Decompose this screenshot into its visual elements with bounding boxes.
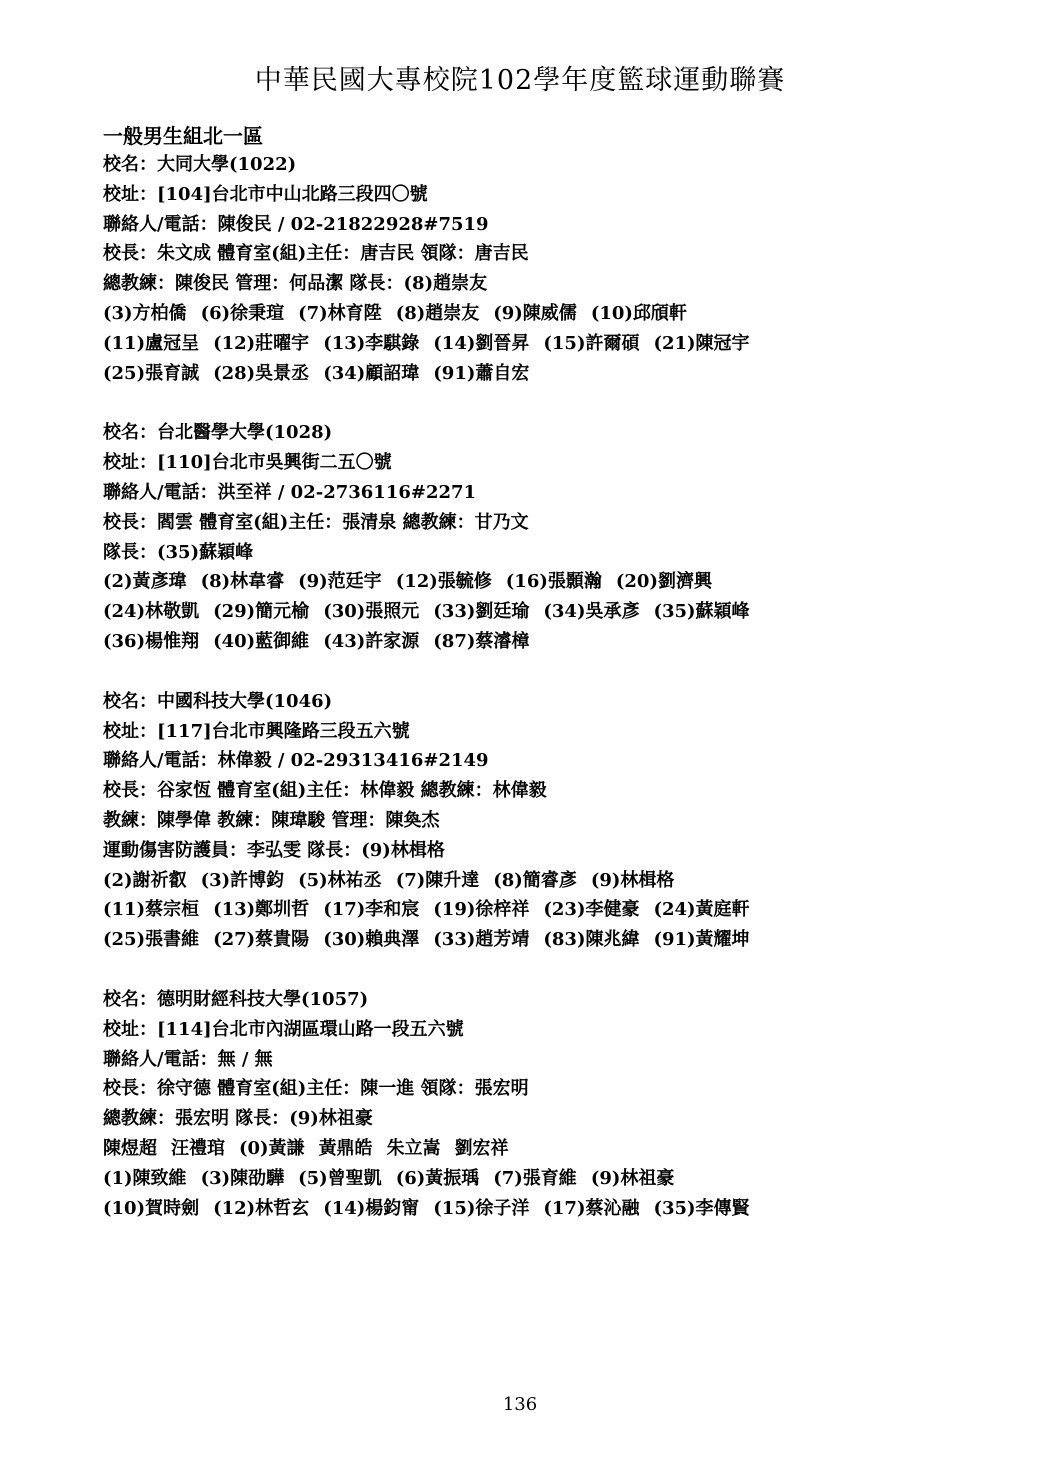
- player: (7)陳升達: [395, 869, 480, 891]
- player: (12)張毓修: [395, 571, 492, 593]
- player-row: [103, 627, 953, 657]
- player: (13)鄭圳哲: [213, 899, 310, 921]
- school-name: 校名：台北醫學大學(1028): [103, 422, 333, 444]
- school-contact: 聯絡人/電話：洪至祥 / 02-2736116#2271: [103, 481, 477, 503]
- player: (91)黃耀坤: [653, 929, 750, 951]
- player: (24)林敬凱: [103, 601, 200, 623]
- player: (3)許博鈞: [200, 869, 285, 891]
- player: (9)林祖豪: [590, 1167, 675, 1189]
- player-row: [103, 329, 953, 359]
- school-name: 校名：中國科技大學(1046): [103, 690, 333, 712]
- player: (9)范廷宇: [298, 571, 382, 593]
- school-name: 校名：德明財經科技大學(1057): [103, 988, 369, 1010]
- player: (0)黃謙: [239, 1137, 305, 1159]
- player: (5)林祐丞: [298, 869, 382, 891]
- player: (40)藍御維: [213, 630, 310, 652]
- school-contact: 聯絡人/電話：林偉毅 / 02-29313416#2149: [103, 750, 489, 772]
- player: (30)賴典澤: [323, 929, 420, 951]
- school-address: 校址：[104]台北市中山北路三段四〇號: [103, 183, 428, 205]
- player-row: [103, 567, 953, 597]
- player: (12)莊曜宇: [213, 332, 310, 354]
- player: (9)林楫格: [590, 869, 675, 891]
- player-row: [103, 925, 953, 955]
- player: (35)蘇穎峰: [653, 601, 750, 623]
- player: (3)方柏僑: [103, 302, 187, 324]
- player: (14)劉晉昇: [433, 332, 530, 354]
- player-row: [103, 1164, 953, 1194]
- player: (19)徐梓祥: [433, 899, 530, 921]
- school-address: 校址：[110]台北市吳興街二五〇號: [103, 452, 392, 474]
- section-heading: 一般男生組北一區: [103, 124, 263, 148]
- player: (5)曾聖凱: [298, 1167, 382, 1189]
- player: (15)徐子洋: [433, 1197, 530, 1219]
- school-coaches: 總教練：陳俊民 管理：何品潔 隊長：(8)趙崇友: [103, 273, 488, 295]
- player: (11)蔡宗桓: [103, 899, 200, 921]
- player: 陳煜超: [103, 1137, 157, 1159]
- player: 汪禮琯: [171, 1137, 225, 1159]
- player: (29)簡元榆: [213, 601, 310, 623]
- player: (34)吳承彥: [543, 601, 640, 623]
- player: (17)李和宸: [323, 899, 420, 921]
- player-row: [103, 359, 953, 389]
- school-entry: [103, 418, 953, 656]
- player: (7)張育維: [493, 1167, 577, 1189]
- player: (8)簡睿彥: [493, 869, 577, 891]
- player: 黃鼎皓: [318, 1137, 373, 1159]
- player: (17)蔡沁融: [543, 1197, 640, 1219]
- school-entry: [103, 150, 953, 388]
- player: 朱立嵩: [386, 1137, 441, 1159]
- player: (2)謝祈叡: [103, 869, 187, 891]
- player: (6)徐秉瑄: [200, 302, 285, 324]
- school-coaches: 教練：陳學偉 教練：陳瑋駿 管理：陳奐杰: [103, 809, 440, 831]
- player: (30)張照元: [323, 601, 420, 623]
- school-staff: 校長：朱文成 體育室(組)主任：唐吉民 領隊：唐吉民: [103, 243, 529, 265]
- school-coaches: 總教練：張宏明 隊長：(9)林祖豪: [103, 1108, 373, 1130]
- player: (15)許爾碩: [543, 332, 640, 354]
- player: (33)趙芳靖: [433, 929, 530, 951]
- player: (10)賀時劍: [103, 1197, 200, 1219]
- player-row: [103, 895, 953, 925]
- player: (7)林育陞: [298, 302, 382, 324]
- school-address: 校址：[114]台北市內湖區環山路一段五六號: [103, 1018, 464, 1040]
- player: (24)黃庭軒: [653, 899, 750, 921]
- school-staff: 校長：徐守德 體育室(組)主任：陳一進 領隊：張宏明: [103, 1078, 529, 1100]
- school-entry: [103, 985, 953, 1223]
- player-row: [103, 597, 953, 627]
- player: (16)張顥瀚: [505, 571, 602, 593]
- school-captain: 隊長：(35)蘇穎峰: [103, 541, 254, 563]
- player: (8)趙崇友: [395, 302, 480, 324]
- player: (20)劉濟興: [615, 571, 712, 593]
- page-title: 中華民國大專校院102學年度籃球運動聯賽: [254, 65, 786, 96]
- school-trainer: 運動傷害防護員：李弘雯 隊長：(9)林楫格: [103, 839, 445, 861]
- player: (9)陳威儒: [493, 302, 577, 324]
- player: (28)吳景丞: [213, 362, 310, 384]
- player: (83)陳兆緯: [543, 929, 640, 951]
- player: (34)顧詔瑋: [323, 362, 420, 384]
- player: (12)林哲玄: [213, 1197, 310, 1219]
- school-staff: 校長：谷家恆 體育室(組)主任：林偉毅 總教練：林偉毅: [103, 780, 547, 802]
- school-list: [103, 150, 953, 1253]
- player: (23)李健豪: [543, 899, 640, 921]
- player: (43)許家源: [323, 630, 420, 652]
- school-address: 校址：[117]台北市興隆路三段五六號: [103, 720, 410, 742]
- player: (11)盧冠呈: [103, 332, 200, 354]
- player-row: [103, 1134, 953, 1164]
- player: (10)邱頎軒: [590, 302, 687, 324]
- player: (36)楊惟翔: [103, 630, 200, 652]
- school-contact: 聯絡人/電話：陳俊民 / 02-21822928#7519: [103, 213, 489, 235]
- player-row: [103, 299, 953, 329]
- player: (27)蔡貴陽: [213, 929, 310, 951]
- player: (3)陳劭驊: [200, 1167, 285, 1189]
- school-contact: 聯絡人/電話：無 / 無: [103, 1048, 273, 1070]
- player: (1)陳致維: [103, 1167, 187, 1189]
- page-number: 136: [502, 1394, 538, 1415]
- player: 劉宏祥: [454, 1137, 509, 1159]
- player: (21)陳冠宇: [653, 332, 750, 354]
- player: (33)劉廷瑜: [433, 601, 530, 623]
- school-staff: 校長：閻雲 體育室(組)主任：張清泉 總教練：甘乃文: [103, 511, 529, 533]
- player: (14)楊鈞甯: [323, 1197, 420, 1219]
- school-entry: [103, 687, 953, 955]
- player: (8)林韋睿: [200, 571, 285, 593]
- school-name: 校名：大同大學(1022): [103, 154, 297, 175]
- player: (6)黃振瑀: [395, 1167, 480, 1189]
- player: (13)李騏錄: [323, 332, 420, 354]
- player: (35)李傳賢: [653, 1197, 750, 1219]
- player: (87)蔡濬樟: [433, 630, 530, 652]
- player: (2)黃彥瑋: [103, 571, 187, 593]
- player-row: [103, 866, 953, 896]
- player: (25)張書維: [103, 929, 200, 951]
- player: (91)蕭自宏: [433, 362, 530, 384]
- player: (25)張育誠: [103, 362, 200, 384]
- player-row: [103, 1194, 953, 1224]
